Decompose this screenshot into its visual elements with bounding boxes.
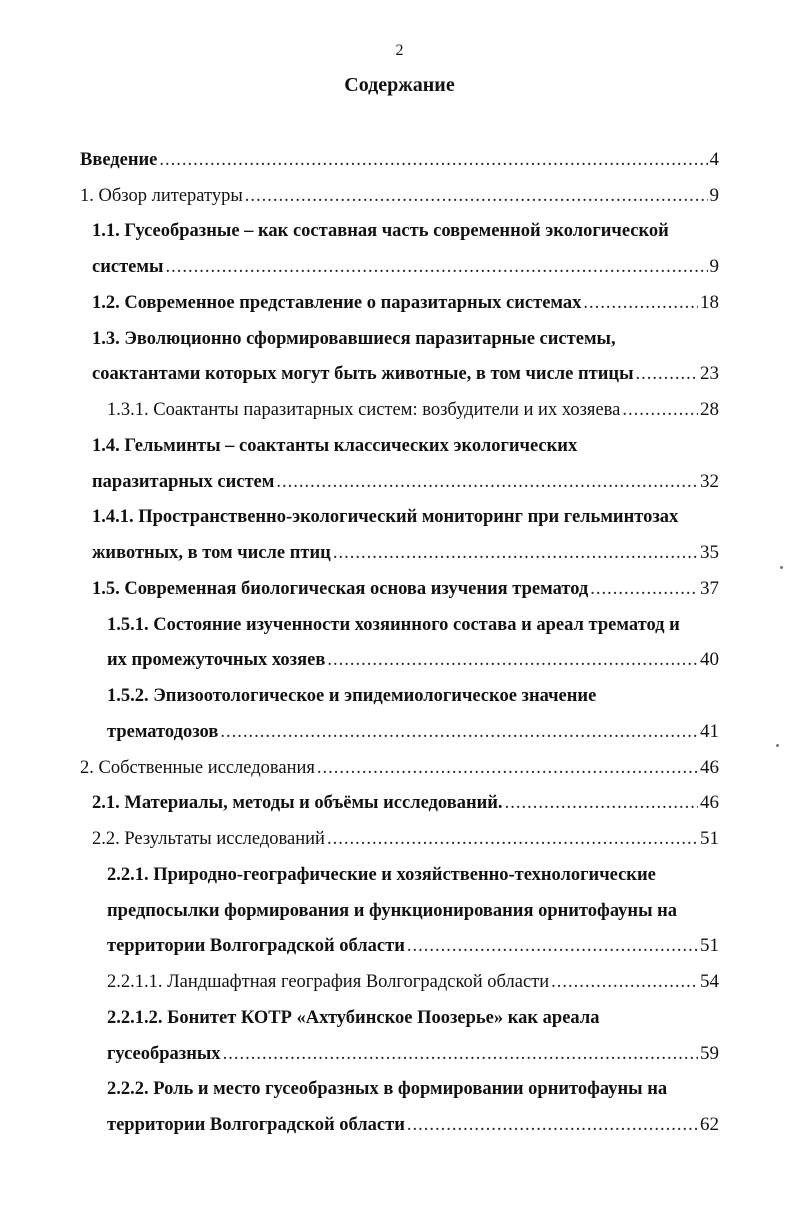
toc-entry-page: 46 xyxy=(700,792,719,813)
toc-entry[interactable] xyxy=(92,219,669,243)
toc-entry-page: 32 xyxy=(700,471,719,492)
toc-entry-page: 9 xyxy=(709,185,719,206)
toc-entry[interactable] xyxy=(92,291,719,315)
toc-entry-text: 2. Собственные исследования xyxy=(80,758,315,778)
dot-leader xyxy=(551,970,698,994)
toc-entry[interactable] xyxy=(92,327,616,351)
toc-entry[interactable] xyxy=(107,1077,667,1101)
toc-entry-page: 40 xyxy=(700,649,719,670)
toc-entry-page: 35 xyxy=(700,542,719,563)
toc-entry-text: 2.1. Материалы, методы и объёмы исследований. xyxy=(92,793,503,813)
dot-leader xyxy=(223,1042,698,1066)
toc-entry-text: 1.2. Современное представление о паразитарных системах xyxy=(92,293,582,313)
toc-entry[interactable] xyxy=(107,613,680,637)
toc-entry-text: 1.4. Гельминты – соактанты классических экологических xyxy=(92,436,578,456)
toc-entry[interactable] xyxy=(92,505,678,529)
toc-entry-page: 37 xyxy=(700,578,719,599)
scan-speck xyxy=(780,566,783,569)
toc-entry[interactable] xyxy=(92,791,719,815)
toc-entry[interactable] xyxy=(80,148,719,172)
toc-entry-text: 1. Обзор литературы xyxy=(80,186,243,206)
page-title: Содержание xyxy=(344,74,455,96)
toc-entry[interactable] xyxy=(107,863,656,887)
page-number: 2 xyxy=(395,42,404,59)
toc-entry-text: 1.4.1. Пространственно-экологический мониторинг при гельминтозах xyxy=(92,507,679,527)
dot-leader xyxy=(590,577,698,601)
toc-entry[interactable] xyxy=(92,827,719,851)
toc-entry-continuation[interactable] xyxy=(92,470,719,494)
toc-entry-page: 62 xyxy=(700,1114,719,1135)
dot-leader xyxy=(407,1113,698,1137)
toc-entry-page: 51 xyxy=(700,828,719,849)
dot-leader xyxy=(327,827,698,851)
dot-leader xyxy=(505,791,698,815)
toc-entry-text: территории Волгоградской области xyxy=(107,936,405,956)
toc-entry-text: 1.3. Эволюционно сформировавшиеся паразитарные системы, xyxy=(92,329,616,349)
dot-leader xyxy=(407,934,698,958)
toc-entry-text: территории Волгоградской области xyxy=(107,1115,405,1135)
toc-entry-text: 1.3.1. Соактанты паразитарных систем: возбудители и их хозяева xyxy=(107,400,621,420)
toc-entry-page: 23 xyxy=(700,363,719,384)
scan-speck xyxy=(776,744,779,747)
dot-leader xyxy=(276,470,698,494)
dot-leader xyxy=(245,184,708,208)
toc-entry-continuation[interactable] xyxy=(92,541,719,565)
toc-entry-page: 4 xyxy=(709,149,719,170)
toc-entry-page: 59 xyxy=(700,1043,719,1064)
toc-entry-text: 1.5.1. Состояние изученности хозяинного состава и ареал трематод и xyxy=(107,615,680,635)
toc-entry-text: паразитарных систем xyxy=(92,472,275,492)
toc-entry-continuation[interactable] xyxy=(107,934,719,958)
toc-entry-text: предпосылки формирования и функционирования орнитофауны на xyxy=(107,901,678,921)
dot-leader xyxy=(327,648,698,672)
toc-entry[interactable] xyxy=(80,184,719,208)
toc-entry-text: 2.2.1.2. Бонитет КОТР «Ахтубинское Поозерье» как ареала xyxy=(107,1008,600,1028)
toc-entry-text: гусеобразных xyxy=(107,1044,221,1064)
toc-entry-continuation[interactable] xyxy=(107,1042,719,1066)
dot-leader xyxy=(159,148,707,172)
dot-leader xyxy=(636,362,698,386)
toc-entry-page: 46 xyxy=(700,757,719,778)
toc-entry-text: их промежуточных хозяев xyxy=(107,650,326,670)
toc-entry-text: 2.2.1. Природно-географические и хозяйственно-технологические xyxy=(107,865,656,885)
toc-entry-page: 18 xyxy=(700,292,719,313)
toc-entry-continuation[interactable] xyxy=(107,1113,719,1137)
toc-entry-continuation[interactable] xyxy=(107,899,677,923)
toc-entry-continuation[interactable] xyxy=(107,648,719,672)
toc-entry-text: 1.5.2. Эпизоотологическое и эпидемиологическое значение xyxy=(107,686,597,706)
toc-entry-text: трематодозов xyxy=(107,722,219,742)
toc-entry-text: соактантами которых могут быть животные, в том числе птицы xyxy=(92,364,634,384)
toc-entry-page: 28 xyxy=(700,399,719,420)
dot-leader xyxy=(220,720,698,744)
toc-entry-continuation[interactable] xyxy=(92,255,719,279)
toc-entry-page: 54 xyxy=(700,971,719,992)
toc-entry[interactable] xyxy=(107,970,719,994)
toc-entry-page: 41 xyxy=(700,721,719,742)
toc-entry[interactable] xyxy=(92,434,577,458)
toc-entry[interactable] xyxy=(107,1006,599,1030)
toc-entry[interactable] xyxy=(107,684,596,708)
toc-entry-page: 51 xyxy=(700,935,719,956)
toc-entry-text: 2.2. Результаты исследований xyxy=(92,829,325,849)
toc-entry[interactable] xyxy=(80,756,719,780)
toc-entry-page: 9 xyxy=(709,256,719,277)
toc-entry-text: системы xyxy=(92,257,164,277)
dot-leader xyxy=(333,541,698,565)
toc-entry-continuation[interactable] xyxy=(107,720,719,744)
dot-leader xyxy=(165,255,707,279)
dot-leader xyxy=(583,291,698,315)
toc-entry-continuation[interactable] xyxy=(92,362,719,386)
toc-entry-text: животных, в том числе птиц xyxy=(92,543,331,563)
toc-entry-text: 1.5. Современная биологическая основа изучения трематод xyxy=(92,579,589,599)
toc-entry-text: Введение xyxy=(80,150,158,170)
toc-entry-text: 1.1. Гусеобразные – как составная часть современной экологической xyxy=(92,221,669,241)
toc-entry[interactable] xyxy=(107,398,719,422)
dot-leader xyxy=(622,398,698,422)
dot-leader xyxy=(317,756,698,780)
toc-entry-text: 2.2.1.1. Ландшафтная география Волгоградской области xyxy=(107,972,550,992)
toc-entry-text: 2.2.2. Роль и место гусеобразных в формировании орнитофауны на xyxy=(107,1079,668,1099)
toc-entry[interactable] xyxy=(92,577,719,601)
